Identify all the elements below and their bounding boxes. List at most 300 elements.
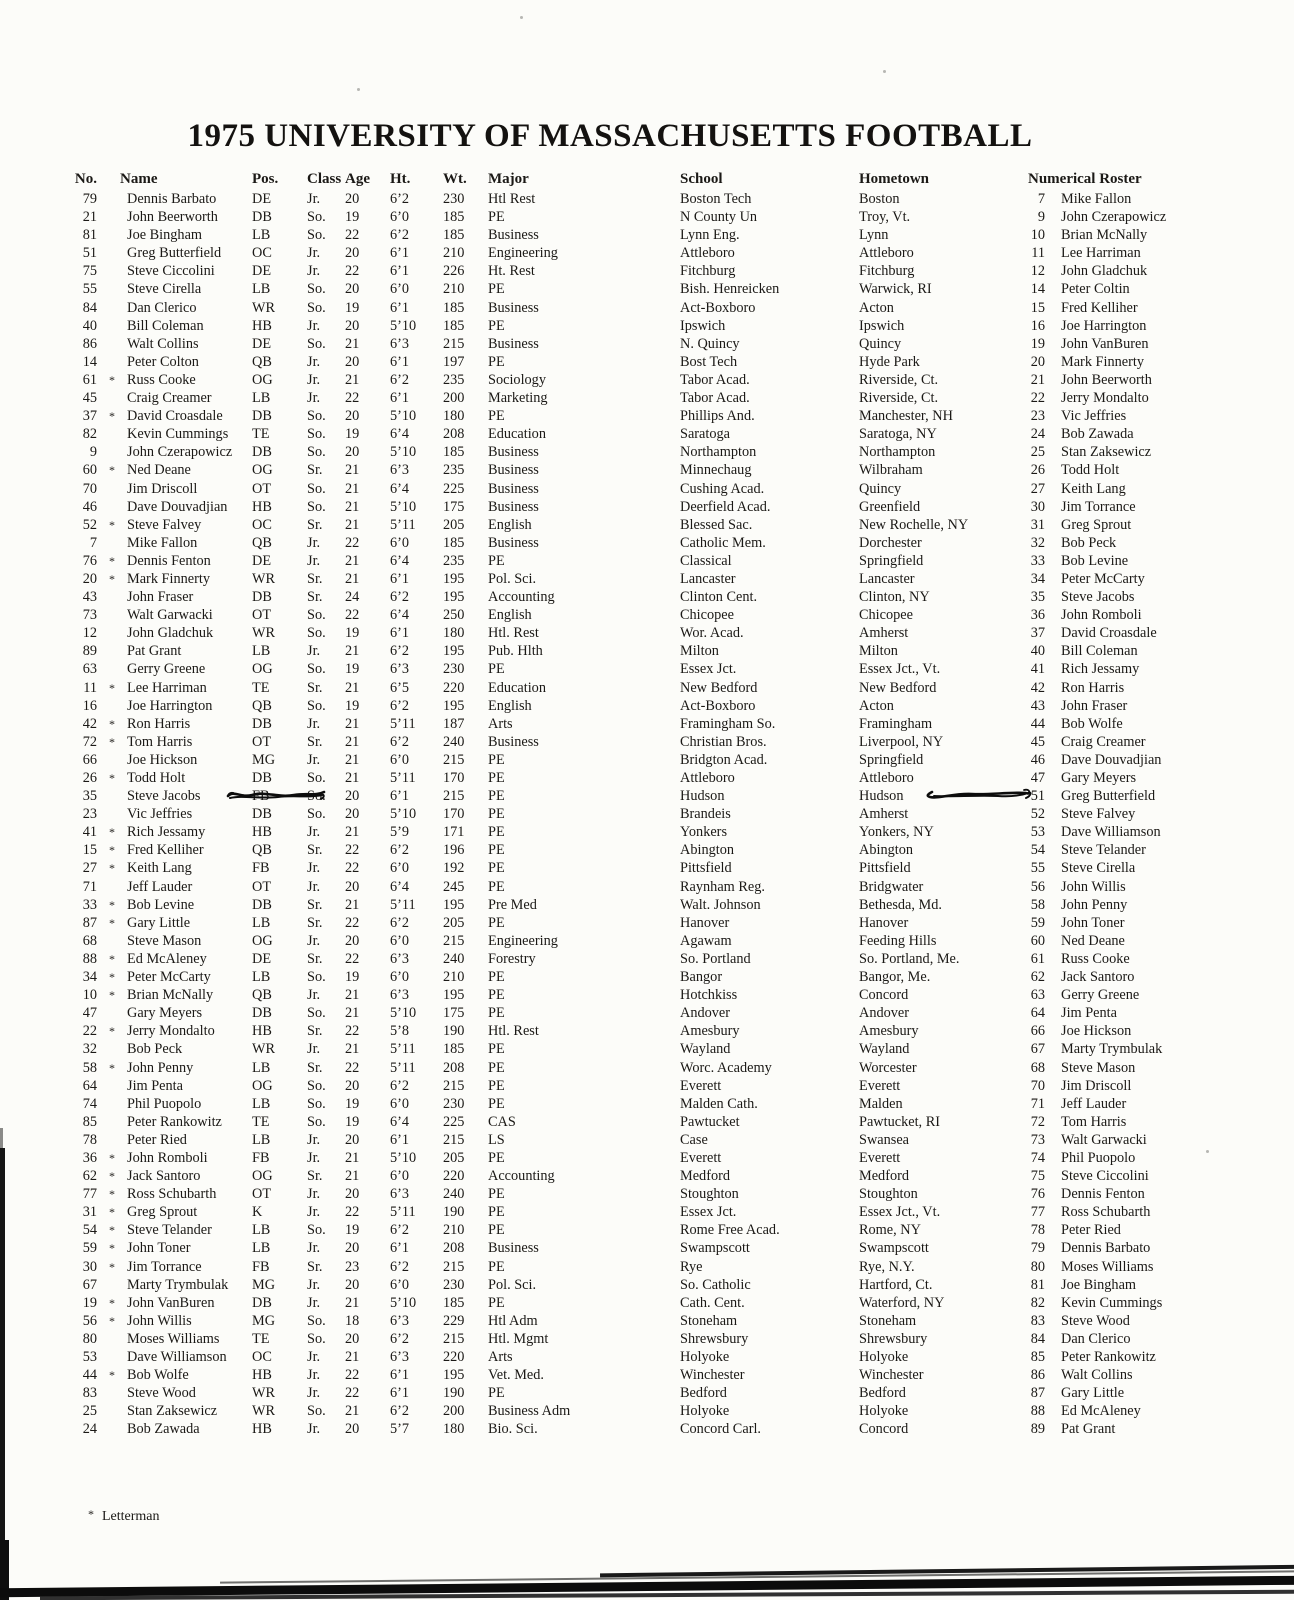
roster-row <box>63 642 1030 660</box>
cell-name: Todd Holt <box>1061 462 1120 479</box>
cell-class: So. <box>307 444 326 461</box>
cell-weight: 200 <box>443 1403 465 1420</box>
cell-jersey-number: 16 <box>82 697 97 714</box>
cell-age: 22 <box>345 1023 360 1040</box>
cell-jersey-number: 54 <box>82 1222 97 1239</box>
cell-height: 6’2 <box>390 589 410 606</box>
cell-age: 21 <box>345 570 360 587</box>
cell-school: Pittsfield <box>680 860 732 877</box>
cell-age: 22 <box>345 1059 360 1076</box>
cell-height: 6’2 <box>390 227 410 244</box>
cell-major: PE <box>488 1204 505 1221</box>
cell-position: DB <box>252 444 272 461</box>
cell-weight: 240 <box>443 733 465 750</box>
cell-position: MG <box>252 751 276 768</box>
cell-hometown: Hyde Park <box>859 353 920 370</box>
numerical-roster-row <box>985 226 1285 244</box>
cell-position: OG <box>252 371 273 388</box>
scan-edge-artifact <box>0 1148 5 1600</box>
cell-number: 79 <box>1030 1240 1045 1257</box>
cell-class: So. <box>307 498 326 515</box>
numerical-roster-row <box>985 1239 1285 1257</box>
cell-class: Sr. <box>307 950 323 967</box>
cell-age: 19 <box>345 969 360 986</box>
cell-jersey-number: 77 <box>82 1186 97 1203</box>
roster-row <box>63 1294 1030 1312</box>
roster-row <box>63 697 1030 715</box>
cell-name: Gary Meyers <box>1061 770 1137 786</box>
cell-player-name: John VanBuren <box>127 1294 215 1311</box>
cell-jersey-number: 7 <box>89 534 97 551</box>
cell-name: John Czerapowicz <box>1061 209 1167 226</box>
cell-age: 22 <box>345 1204 360 1221</box>
cell-name: Steve Telander <box>1061 842 1146 859</box>
cell-class: Sr. <box>307 1168 323 1185</box>
cell-height: 5’11 <box>390 1204 416 1221</box>
cell-hometown: Quincy <box>859 480 902 497</box>
roster-row <box>63 1221 1030 1239</box>
cell-height: 6’4 <box>390 878 410 895</box>
cell-number: 43 <box>1030 697 1045 714</box>
cell-weight: 220 <box>443 1168 465 1185</box>
cell-jersey-number: 37 <box>82 408 97 425</box>
cell-number: 84 <box>1030 1330 1045 1347</box>
cell-number: 25 <box>1030 444 1045 461</box>
cell-hometown: Ipswich <box>859 317 905 334</box>
paper-speck <box>883 70 886 73</box>
cell-position: OG <box>252 1077 273 1094</box>
cell-letterman-star: * <box>109 1187 115 1202</box>
cell-number: 27 <box>1030 480 1045 497</box>
cell-school: Medford <box>680 1168 731 1185</box>
cell-jersey-number: 56 <box>82 1312 97 1329</box>
cell-weight: 192 <box>443 860 465 877</box>
cell-jersey-number: 84 <box>82 299 97 316</box>
cell-position: OC <box>252 245 272 262</box>
cell-number: 20 <box>1030 353 1045 370</box>
cell-letterman-star: * <box>109 915 115 930</box>
cell-position: DB <box>252 209 272 226</box>
roster-row <box>63 1040 1030 1058</box>
numerical-roster-row <box>985 1348 1285 1366</box>
cell-number: 78 <box>1030 1222 1045 1239</box>
roster-row <box>63 480 1030 498</box>
cell-letterman-star: * <box>109 680 115 695</box>
cell-height: 5’10 <box>390 317 417 334</box>
header-no: No. <box>74 171 97 187</box>
roster-row <box>63 914 1030 932</box>
cell-player-name: Dennis Fenton <box>127 552 211 569</box>
cell-school: New Bedford <box>680 679 758 696</box>
cell-major: PE <box>488 408 505 425</box>
cell-number: 41 <box>1030 661 1045 678</box>
cell-school: So. Catholic <box>680 1276 751 1293</box>
cell-weight: 230 <box>443 661 465 678</box>
cell-name: Peter McCarty <box>1061 570 1145 587</box>
cell-major: PE <box>488 317 505 334</box>
numerical-roster-row <box>985 679 1285 697</box>
roster-row <box>63 733 1030 751</box>
cell-age: 21 <box>345 1149 360 1166</box>
cell-height: 5’11 <box>390 715 416 732</box>
cell-jersey-number: 21 <box>82 209 97 226</box>
cell-major: Vet. Med. <box>488 1367 544 1384</box>
cell-class: Jr. <box>307 534 321 551</box>
cell-hometown: Medford <box>859 1168 910 1185</box>
cell-class: So. <box>307 1403 326 1420</box>
cell-height: 5’10 <box>390 1005 417 1022</box>
cell-jersey-number: 59 <box>82 1240 97 1257</box>
numerical-roster-row <box>985 208 1285 226</box>
cell-class: Jr. <box>307 1385 321 1402</box>
cell-number: 73 <box>1030 1131 1045 1148</box>
numerical-roster-row <box>985 1276 1285 1294</box>
cell-school: Phillips And. <box>680 408 755 425</box>
cell-major: PE <box>488 788 505 805</box>
cell-jersey-number: 73 <box>82 607 97 624</box>
cell-player-name: Bob Wolfe <box>127 1367 189 1384</box>
roster-row <box>63 425 1030 443</box>
cell-weight: 225 <box>443 480 465 497</box>
cell-name: Gary Little <box>1061 1385 1125 1402</box>
cell-position: LB <box>252 390 271 407</box>
cell-jersey-number: 78 <box>82 1131 97 1148</box>
cell-hometown: Wayland <box>859 1041 910 1058</box>
cell-hometown: Hanover <box>859 914 909 931</box>
cell-position: LB <box>252 281 271 298</box>
cell-weight: 210 <box>443 245 465 262</box>
cell-position: TE <box>252 1330 270 1347</box>
header-hometown: Hometown <box>859 171 929 187</box>
cell-player-name: Bill Coleman <box>127 317 204 334</box>
numerical-roster-row <box>985 1203 1285 1221</box>
cell-position: DB <box>252 1294 272 1311</box>
cell-class: So. <box>307 1222 326 1239</box>
numerical-roster-row <box>985 1294 1285 1312</box>
cell-jersey-number: 71 <box>82 878 97 895</box>
cell-school: N County Un <box>680 209 758 226</box>
cell-school: Tabor Acad. <box>680 390 750 407</box>
cell-name: Peter Rankowitz <box>1061 1349 1156 1365</box>
cell-age: 21 <box>345 987 360 1004</box>
cell-jersey-number: 75 <box>82 263 97 280</box>
cell-age: 20 <box>345 788 360 805</box>
cell-age: 21 <box>345 1005 360 1022</box>
cell-school: Cath. Cent. <box>680 1294 745 1311</box>
cell-age: 21 <box>345 643 360 660</box>
cell-hometown: Warwick, RI <box>859 281 932 298</box>
cell-height: 6’2 <box>390 1403 410 1420</box>
cell-age: 20 <box>345 353 360 370</box>
cell-number: 77 <box>1030 1204 1045 1221</box>
cell-weight: 215 <box>443 1077 465 1094</box>
cell-position: HB <box>252 498 272 515</box>
cell-hometown: Acton <box>859 299 894 316</box>
cell-major: PE <box>488 661 505 678</box>
cell-weight: 195 <box>443 987 465 1004</box>
cell-jersey-number: 74 <box>82 1095 97 1112</box>
cell-jersey-number: 35 <box>82 788 97 805</box>
cell-major: Ht. Rest <box>488 263 535 280</box>
roster-row <box>63 1366 1030 1384</box>
cell-jersey-number: 76 <box>82 552 97 569</box>
numerical-roster-row <box>985 534 1285 552</box>
cell-age: 21 <box>345 1041 360 1058</box>
roster-row <box>63 208 1030 226</box>
roster-row <box>63 226 1030 244</box>
cell-hometown: New Bedford <box>859 679 937 696</box>
cell-name: Pat Grant <box>1061 1421 1116 1438</box>
cell-class: Jr. <box>307 191 321 207</box>
cell-major: English <box>488 607 532 624</box>
cell-position: DB <box>252 408 272 425</box>
cell-weight: 215 <box>443 788 465 805</box>
cell-jersey-number: 70 <box>82 480 97 497</box>
cell-class: So. <box>307 426 326 443</box>
cell-player-name: Joe Hickson <box>127 751 198 768</box>
cell-class: Jr. <box>307 1149 321 1166</box>
cell-player-name: Gerry Greene <box>127 661 206 678</box>
cell-position: OT <box>252 878 272 895</box>
roster-row <box>63 878 1030 896</box>
cell-player-name: Rich Jessamy <box>127 824 206 841</box>
cell-weight: 230 <box>443 1276 465 1293</box>
cell-position: FB <box>252 1149 270 1166</box>
roster-row <box>63 353 1030 371</box>
cell-hometown: Amherst <box>859 806 909 823</box>
cell-hometown: Northampton <box>859 444 936 461</box>
cell-hometown: Bedford <box>859 1385 906 1402</box>
cell-major: PE <box>488 987 505 1004</box>
cell-name: Steve Cirella <box>1061 860 1136 877</box>
cell-jersey-number: 68 <box>82 932 97 949</box>
cell-weight: 195 <box>443 643 465 660</box>
cell-position: TE <box>252 1113 270 1130</box>
cell-age: 20 <box>345 191 360 207</box>
cell-school: Essex Jct. <box>680 661 737 678</box>
cell-weight: 185 <box>443 1294 465 1311</box>
cell-player-name: Greg Sprout <box>127 1204 198 1221</box>
cell-hometown: Acton <box>859 697 894 714</box>
cell-height: 5’10 <box>390 806 417 823</box>
cell-school: Chicopee <box>680 607 734 624</box>
cell-number: 56 <box>1030 878 1045 895</box>
cell-age: 20 <box>345 444 360 461</box>
cell-height: 6’1 <box>390 625 410 642</box>
cell-school: Concord Carl. <box>680 1421 761 1438</box>
cell-player-name: Greg Butterfield <box>127 245 222 262</box>
roster-row <box>63 606 1030 624</box>
cell-class: Sr. <box>307 679 323 696</box>
cell-major: Business <box>488 299 539 316</box>
roster-row <box>63 787 1030 805</box>
cell-height: 6’3 <box>390 1186 410 1203</box>
cell-player-name: Steve Mason <box>127 932 202 949</box>
cell-weight: 220 <box>443 1349 465 1365</box>
cell-age: 20 <box>345 1421 360 1438</box>
cell-position: FB <box>252 1258 270 1275</box>
cell-school: Boston Tech <box>680 191 752 207</box>
cell-number: 67 <box>1030 1041 1045 1058</box>
cell-age: 19 <box>345 1222 360 1239</box>
cell-major: Marketing <box>488 390 548 407</box>
cell-weight: 208 <box>443 1240 465 1257</box>
cell-hometown: Rome, NY <box>859 1222 921 1239</box>
cell-class: Jr. <box>307 1240 321 1257</box>
cell-hometown: Shrewsbury <box>859 1330 928 1347</box>
cell-hometown: Bangor, Me. <box>859 969 931 986</box>
cell-weight: 197 <box>443 353 465 370</box>
cell-hometown: Milton <box>859 643 898 660</box>
cell-position: QB <box>252 534 272 551</box>
cell-hometown: Bethesda, Md. <box>859 896 942 913</box>
cell-height: 6’3 <box>390 1349 410 1365</box>
numerical-roster-row <box>985 805 1285 823</box>
cell-player-name: Joe Harrington <box>127 697 213 714</box>
cell-player-name: John Gladchuk <box>127 625 214 642</box>
cell-class: So. <box>307 408 326 425</box>
cell-school: Worc. Academy <box>680 1059 772 1076</box>
numerical-roster-row <box>985 1077 1285 1095</box>
cell-weight: 195 <box>443 570 465 587</box>
numerical-roster-row <box>985 1384 1285 1402</box>
numerical-roster-row <box>985 697 1285 715</box>
cell-major: Business <box>488 733 539 750</box>
cell-position: HB <box>252 1023 272 1040</box>
cell-school: Catholic Mem. <box>680 534 766 551</box>
cell-player-name: Ron Harris <box>127 715 191 732</box>
cell-hometown: Attleboro <box>859 245 914 262</box>
numerical-roster-row <box>985 516 1285 534</box>
cell-class: Jr. <box>307 1421 321 1438</box>
roster-row <box>63 588 1030 606</box>
numerical-roster-row <box>985 1059 1285 1077</box>
cell-weight: 225 <box>443 1113 465 1130</box>
cell-height: 6’2 <box>390 733 410 750</box>
numerical-roster-row <box>985 262 1285 280</box>
cell-jersey-number: 44 <box>82 1367 97 1384</box>
header-ht: Ht. <box>390 171 411 187</box>
cell-letterman-star: * <box>109 951 115 966</box>
numerical-roster-row <box>985 461 1285 479</box>
roster-row <box>63 1330 1030 1348</box>
cell-position: DB <box>252 770 272 786</box>
cell-name: John VanBuren <box>1061 335 1149 352</box>
cell-position: OG <box>252 1168 273 1185</box>
cell-player-name: Dennis Barbato <box>127 191 217 207</box>
cell-major: LS <box>488 1131 505 1148</box>
cell-number: 75 <box>1030 1168 1045 1185</box>
cell-position: LB <box>252 1131 271 1148</box>
cell-weight: 195 <box>443 697 465 714</box>
cell-hometown: Waterford, NY <box>859 1294 945 1311</box>
cell-player-name: Todd Holt <box>127 770 186 786</box>
cell-class: Jr. <box>307 643 321 660</box>
cell-jersey-number: 24 <box>82 1421 97 1438</box>
cell-major: PE <box>488 1041 505 1058</box>
cell-weight: 250 <box>443 607 465 624</box>
cell-hometown: Attleboro <box>859 770 914 786</box>
cell-major: Forestry <box>488 950 536 967</box>
numerical-roster-row <box>985 1185 1285 1203</box>
roster-row <box>63 407 1030 425</box>
roster-row <box>63 498 1030 516</box>
cell-number: 53 <box>1030 824 1045 841</box>
cell-letterman-star: * <box>109 1259 115 1274</box>
cell-class: Jr. <box>307 1349 321 1365</box>
cell-height: 6’0 <box>390 969 410 986</box>
cell-number: 9 <box>1037 209 1045 226</box>
cell-number: 74 <box>1030 1149 1045 1166</box>
roster-row <box>63 769 1030 787</box>
cell-name: Greg Butterfield <box>1061 788 1156 805</box>
cell-name: Bob Levine <box>1061 552 1129 569</box>
cell-major: English <box>488 516 532 533</box>
cell-major: Business <box>488 498 539 515</box>
cell-height: 5’10 <box>390 1149 417 1166</box>
cell-age: 20 <box>345 1131 360 1148</box>
cell-school: Act-Boxboro <box>680 697 756 714</box>
cell-class: So. <box>307 788 326 805</box>
cell-hometown: Everett <box>859 1149 901 1166</box>
cell-height: 5’11 <box>390 516 416 533</box>
cell-position: WR <box>252 299 276 316</box>
cell-number: 34 <box>1030 570 1045 587</box>
cell-school: Yonkers <box>680 824 728 841</box>
cell-name: Moses Williams <box>1061 1258 1154 1275</box>
cell-school: Everett <box>680 1077 722 1094</box>
cell-name: Jim Penta <box>1061 1005 1117 1022</box>
numerical-roster-row <box>985 751 1285 769</box>
cell-number: 10 <box>1030 227 1045 244</box>
numerical-roster-row <box>985 1366 1285 1384</box>
cell-hometown: Riverside, Ct. <box>859 371 939 388</box>
cell-height: 6’1 <box>390 570 410 587</box>
cell-major: PE <box>488 1294 505 1311</box>
cell-hometown: Abington <box>859 842 914 859</box>
cell-hometown: Essex Jct., Vt. <box>859 1204 941 1221</box>
cell-number: 11 <box>1031 245 1045 262</box>
cell-school: Hanover <box>680 914 730 931</box>
cell-name: Walt Collins <box>1061 1367 1133 1384</box>
cell-hometown: Riverside, Ct. <box>859 390 939 407</box>
cell-height: 6’0 <box>390 932 410 949</box>
cell-class: Sr. <box>307 516 323 533</box>
cell-jersey-number: 30 <box>82 1258 97 1275</box>
cell-school: Malden Cath. <box>680 1095 758 1112</box>
cell-player-name: Craig Creamer <box>127 390 212 407</box>
cell-position: WR <box>252 625 276 642</box>
cell-name: John Toner <box>1061 914 1125 931</box>
cell-age: 22 <box>345 842 360 859</box>
cell-position: HB <box>252 1421 272 1438</box>
cell-jersey-number: 19 <box>82 1294 97 1311</box>
cell-school: Rome Free Acad. <box>680 1222 780 1239</box>
cell-position: MG <box>252 1312 276 1329</box>
numerical-roster-row <box>985 823 1285 841</box>
cell-major: PE <box>488 770 505 786</box>
cell-position: OT <box>252 1186 272 1203</box>
cell-age: 24 <box>345 589 360 606</box>
roster-row <box>63 679 1030 697</box>
cell-number: 83 <box>1030 1312 1045 1329</box>
cell-position: LB <box>252 643 271 660</box>
cell-name: Stan Zaksewicz <box>1061 444 1152 461</box>
cell-player-name: Vic Jeffries <box>127 806 193 823</box>
cell-jersey-number: 14 <box>82 353 97 370</box>
cell-name: John Romboli <box>1061 607 1142 624</box>
cell-number: 52 <box>1030 806 1045 823</box>
